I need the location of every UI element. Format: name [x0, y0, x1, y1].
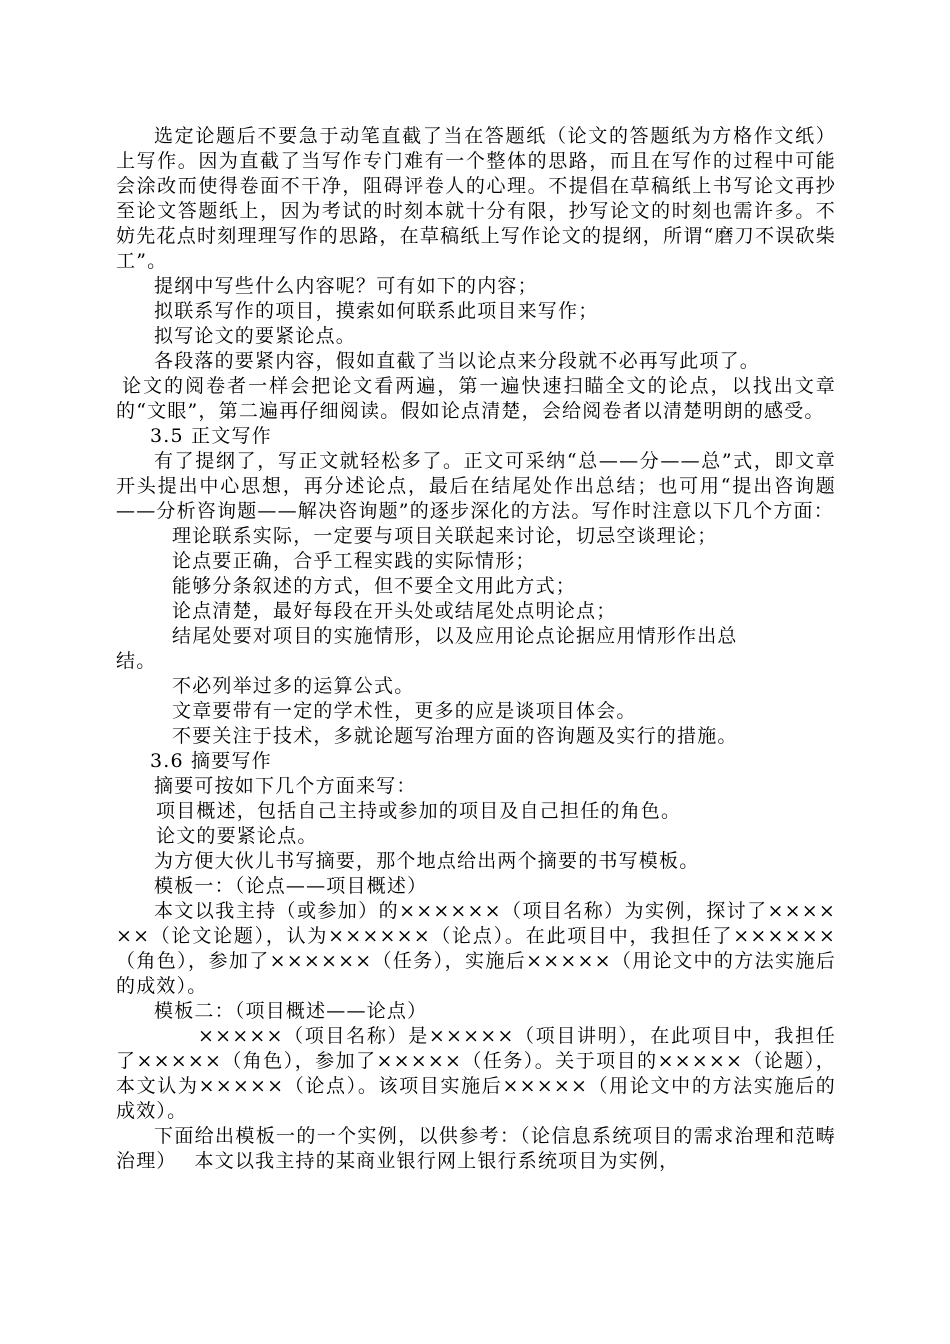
- list-item-3: 能够分条叙述的方式，但不要全文用此方式；: [172, 575, 577, 597]
- paragraph-outline-item-1: 拟联系写作的项目，摸索如何联系此项目来写作；: [154, 300, 599, 322]
- document-body: [116, 124, 836, 1174]
- section-heading-3-6: 3.6 摘要写作: [150, 750, 272, 772]
- section-heading-3-5: 3.5 正文写作: [150, 425, 272, 447]
- template-two-body: ×××××（项目名称）是×××××（项目讲明），在此项目中，我担任了×××××（角色），参加了×××××（任务）。关于项目的×××××（论题），本文认为×××××（论点）。该项目实施后×××××（用论文中的方法实施后的成效）。: [116, 1025, 836, 1122]
- paragraph-intro: 选定论题后不要急于动笔直截了当在答题纸（论文的答题纸为方格作文纸）上写作。因为直截了当写作专门难有一个整体的思路，而且在写作的过程中可能会涂改而使得卷面不干净，阻碍评卷人的心理。不提倡在草稿纸上书写论文再抄至论文答题纸上，因为考试的时刻本就十分有限，抄写论文的时刻也需许多。不妨先花点时刻理理写作的思路，在草稿纸上写作论文的提纲，所谓“磨刀不误砍柴工”。: [116, 125, 836, 272]
- abstract-item-1: 项目概述，包括自己主持或参加的项目及自己担任的角色。: [156, 800, 682, 822]
- list-item-1: 理论联系实际，一定要与项目关联起来讨论，切忌空谈理论；: [172, 525, 718, 547]
- paragraph-templates-intro: 为方便大伙儿书写摘要，那个地点给出两个摘要的书写模板。: [154, 850, 700, 872]
- paragraph-body-writing: 有了提纲了，写正文就轻松多了。正文可采纳“总——分——总”式，即文章开头提出中心思想，再分述论点，最后在结尾处作出总结；也可用“提出咨询题——分析咨询题——解决咨询题”的逐步深化的方法。写作时注意以下几个方面：: [116, 450, 836, 522]
- template-one-title: 模板一：（论点——项目概述）: [154, 875, 428, 897]
- paragraph-outline-question: 提纲中写些什么内容呢？可有如下的内容；: [154, 275, 538, 297]
- paragraph-abstract-intro: 摘要可按如下几个方面来写：: [154, 775, 417, 797]
- list-item-8: 不要关注于技术，多就论题写治理方面的咨询题及实行的措施。: [172, 725, 738, 747]
- list-item-6: 不必列举过多的运算公式。: [172, 675, 415, 697]
- paragraph-reader: 论文的阅卷者一样会把论文看两遍，第一遍快速扫瞄全文的论点，以找出文章的“文眼”，第二遍再仔细阅读。假如论点清楚，会给阅卷者以清楚明朗的感受。: [116, 375, 836, 422]
- list-item-7: 文章要带有一定的学术性，更多的应是谈项目体会。: [172, 700, 637, 722]
- paragraph-outline-item-3: 各段落的要紧内容，假如直截了当以论点来分段就不必再写此项了。: [154, 350, 761, 372]
- abstract-item-2: 论文的要紧论点。: [156, 825, 318, 847]
- template-two-title: 模板二：（项目概述——论点）: [154, 1000, 428, 1022]
- list-item-4: 论点清楚，最好每段在开头处或结尾处点明论点；: [172, 600, 617, 622]
- template-one-body: 本文以我主持（或参加）的××××××（项目名称）为实例，探讨了××××××（论文论题），认为××××××（论点）。在此项目中，我担任了××××××（角色），参加了××××××（任务），实施后×××××（用论文中的方法实施后的成效）。: [116, 900, 836, 997]
- list-item-2: 论点要正确，合乎工程实践的实际情形；: [172, 550, 536, 572]
- paragraph-example: 下面给出模板一的一个实例，以供参考：（论信息系统项目的需求治理和范畴治理） 本文以我主持的某商业银行网上银行系统项目为实例，: [116, 1125, 836, 1172]
- paragraph-outline-item-2: 拟写论文的要紧论点。: [154, 325, 357, 347]
- list-item-5: 结尾处要对项目的实施情形，以及应用论点论据应用情形作出总: [172, 625, 738, 647]
- list-item-5-continued: 结。: [116, 650, 157, 672]
